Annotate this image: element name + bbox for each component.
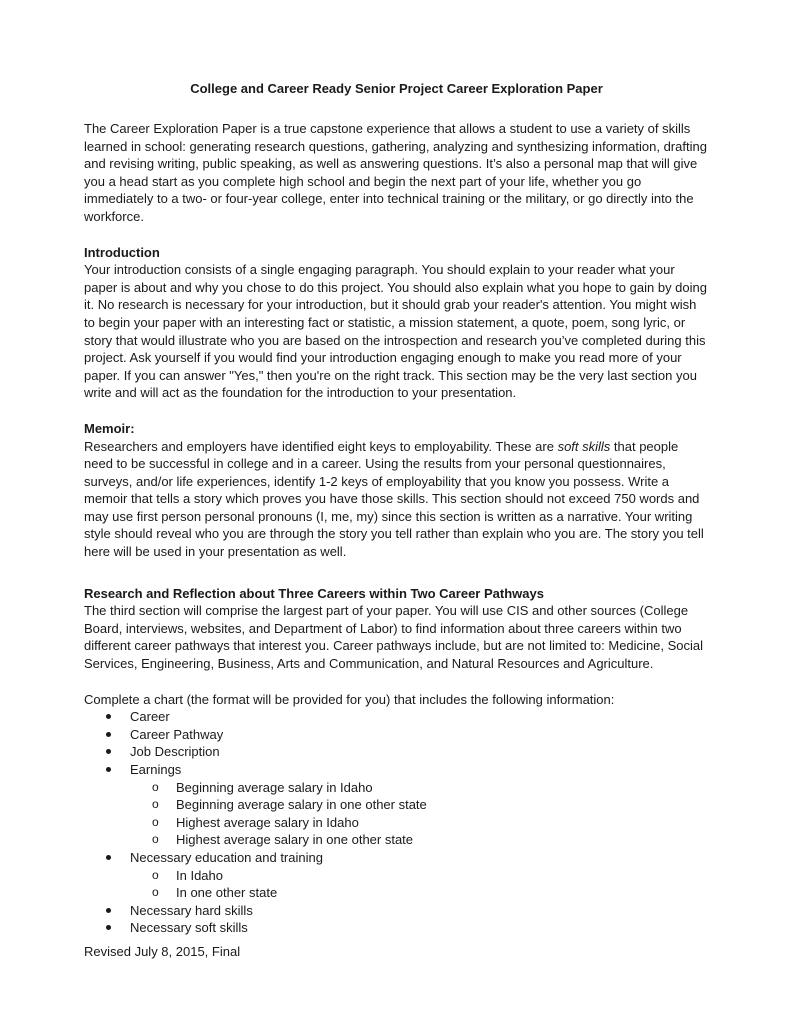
document-page [84, 80, 709, 937]
research-body: The third section will comprise the largest part of your paper. You will use CIS and other sources (College Board, interviews, websites, and Department of Labor) to find information about three careers within two different career pathways that interest you. Career pathways include, but are not limited to: Medicine, Social Services, Engineering, Business, Arts and Communication, and Natural Resources and Agriculture. [84, 603, 704, 672]
earnings-sublist [130, 779, 709, 849]
sublist-item: o In one other state [84, 884, 709, 902]
list-item-education [84, 849, 709, 902]
memoir-body-start: Researchers and employers have identified eight keys to employability. These are [84, 438, 558, 454]
page-title: College and Career Ready Senior Project Career Exploration Paper [190, 81, 603, 96]
chart-info-list [84, 708, 709, 937]
sublist-item: o Beginning average salary in Idaho [84, 779, 709, 797]
spacer [84, 226, 709, 244]
introduction-body: Your introduction consists of a single engaging paragraph. You should explain to your reader what your paper is about and why you chose to do this project. You should also explain what you hope to gain by doing it. No research is necessary for your introduction, but it should grab your reader's attention. You might wish to begin your paper with an interesting fact or statistic, a mission statement, a quote, poem, song lyric, or story that would illustrate who you are based on the introspection and research you’ve completed during this project. Ask yourself if you would find your introduction engaging enough to make you read more of your paper. If you can answer "Yes," then you're on the right track. This section may be the very last section you write and will act as the foundation for the introduction to your presentation. [84, 262, 707, 401]
memoir-body-end: that people need to be successful in college and in a career. Using the results from your personal questionnaires, surveys, and/or life experiences, identify 1-2 keys of employability that you know you possess. Write a memoir that tells a story which proves you have those skills. This section should not exceed 750 words and may use first person personal pronouns (I, me, my) since this section is written as a narrative. Your writing style should reveal who you are through the story you tell rather than explain who you are. The story you tell here will be used in your presentation as well. [84, 438, 704, 560]
research-heading: Research and Reflection about Three Careers within Two Career Pathways [84, 585, 544, 601]
memoir-heading: Memoir: [84, 420, 135, 436]
spacer [84, 402, 709, 420]
memoir-body [84, 438, 709, 561]
sublist-item: o Beginning average salary in one other state [84, 796, 709, 814]
list-item-career-pathway: Career Pathway [84, 726, 709, 744]
spacer [84, 561, 709, 585]
list-item-career: Career [84, 708, 709, 726]
earnings-label: Earnings [130, 762, 182, 777]
chart-intro: Complete a chart (the format will be provided for you) that includes the following information: [84, 691, 615, 707]
list-item-job-description: Job Description [84, 743, 709, 761]
list-item-earnings [84, 761, 709, 849]
list-item-hard-skills: Necessary hard skills [84, 902, 709, 920]
sublist-item: o Highest average salary in Idaho [84, 814, 709, 832]
intro-paragraph: The Career Exploration Paper is a true capstone experience that allows a student to use a variety of skills learned in school: generating research questions, gathering, analyzing and synthesizing information, drafting and revising writing, public speaking, as well as answering questions. It’s also a personal map that will give you a head start as you complete high school and begin the next part of your life, whether you go immediately to a two- or four-year college, enter into technical training or the military, or go directly into the workforce. [84, 121, 707, 224]
list-item-soft-skills: Necessary soft skills [84, 919, 709, 937]
introduction-heading: Introduction [84, 244, 160, 260]
education-label: Necessary education and training [130, 849, 323, 865]
sublist-item: o In Idaho [84, 867, 709, 885]
sublist-item: o Highest average salary in one other state [84, 831, 709, 849]
spacer [84, 673, 709, 691]
revision-footer: Revised July 8, 2015, Final [84, 944, 241, 959]
memoir-soft-skills-emphasis: soft skills [557, 438, 611, 454]
education-sublist [130, 867, 709, 902]
